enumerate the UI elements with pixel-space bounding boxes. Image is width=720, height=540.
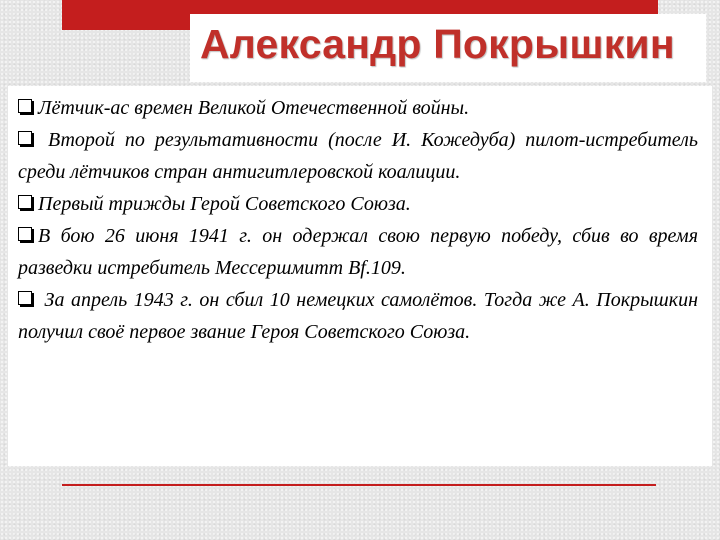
bottom-accent-line	[62, 484, 656, 486]
bullet-text: В бою 26 июня 1941 г. он одержал свою первую победу, сбив во время разведки истребитель Мессершмитт Bf.109.	[18, 225, 698, 279]
bullet-text: Второй по результативности (после И. Кожедуба) пилот-истребитель среди лётчиков стран антигитлеровской коалиции.	[18, 129, 698, 183]
bullet-text: За апрель 1943 г. он сбил 10 немецких самолётов. Тогда же А. Покрышкин получил своё первое звание Героя Советского Союза.	[18, 289, 699, 343]
bullet-text: Лётчик-ас времен Великой Отечественной войны.	[38, 97, 470, 119]
square-bullet-icon	[18, 195, 32, 209]
bullet-item-2	[18, 124, 698, 188]
square-bullet-icon	[18, 99, 32, 113]
bullet-text: Первый трижды Герой Советского Союза.	[38, 193, 411, 215]
bullet-item-5	[18, 284, 698, 348]
content-box	[8, 86, 712, 466]
square-bullet-icon	[18, 131, 32, 145]
bullet-item-3	[18, 188, 698, 220]
title-box	[190, 14, 706, 82]
square-bullet-icon	[18, 227, 32, 241]
square-bullet-icon	[18, 291, 32, 305]
bullet-item-4	[18, 220, 698, 284]
slide-title: Александр Покрышкин	[200, 21, 675, 67]
bullet-item-1	[18, 92, 698, 124]
